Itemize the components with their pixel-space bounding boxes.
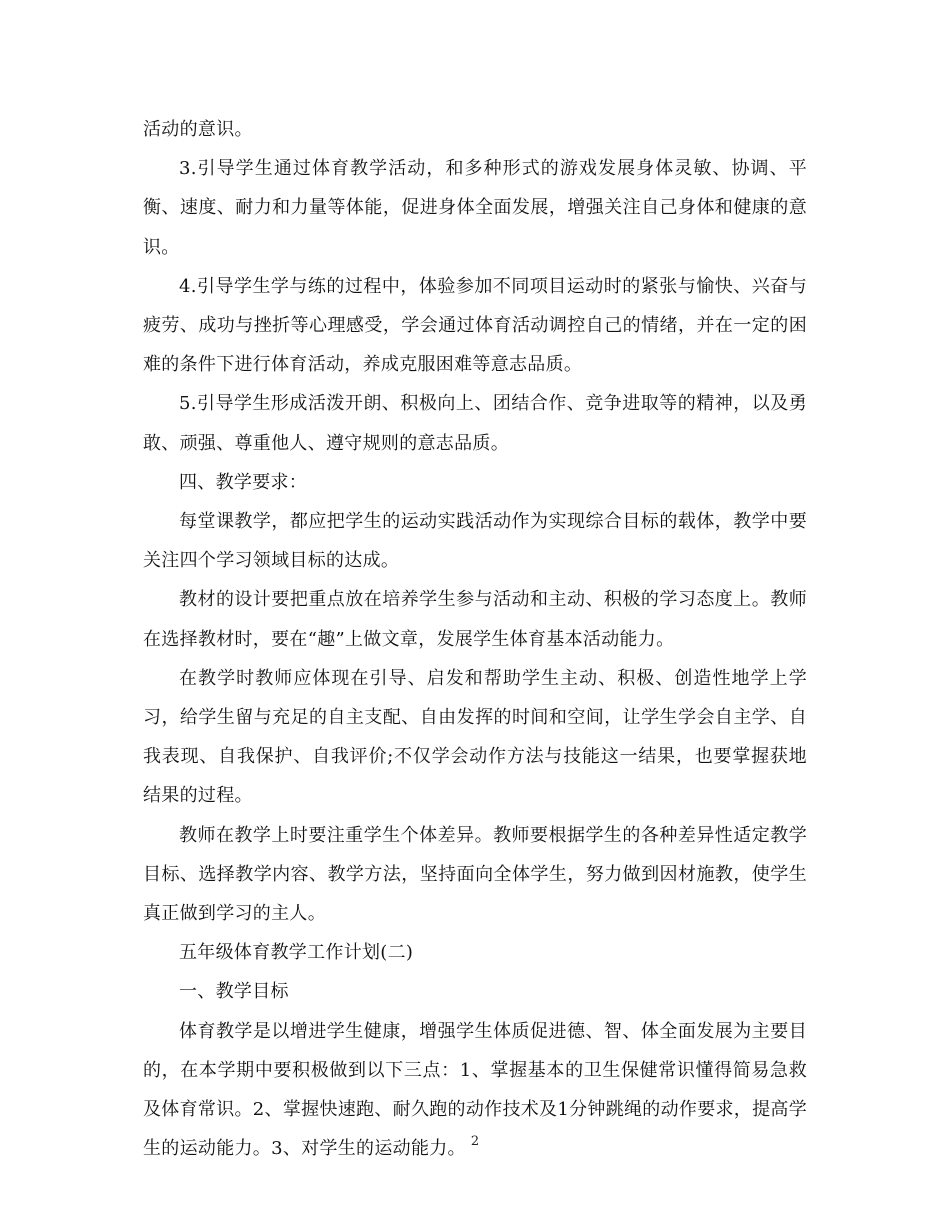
paragraph: 活动的意识。: [143, 119, 253, 140]
paragraph: 4.引导学生学与练的过程中，体验参加不同项目运动时的紧张与愉快、兴奋与疲劳、成功与挫折等心理感受，学会通过体育活动调控自己的情绪，并在一定的困难的条件下进行体育活动，养成克服困难等意志品质。: [143, 275, 807, 376]
paragraph: 3.引导学生通过体育教学活动，和多种形式的游戏发展身体灵敏、协调、平衡、速度、耐力和力量等体能，促进身体全面发展，增强关注自己身体和健康的意识。: [143, 158, 807, 258]
paragraph: 5.引导学生形成活泼开朗、积极向上、团结合作、竞争进取等的精神，以及勇敢、顽强、尊重他人、遵守规则的意志品质。: [143, 393, 807, 454]
document-title: 五年级体育教学工作计划(二): [179, 942, 414, 964]
paragraph: 在教学时教师应体现在引导、启发和帮助学生主动、积极、创造性地学上学习，给学生留与充足的自主支配、自由发挥的时间和空间，让学生学会自主学、自我表现、自我保护、自我评价;不仅学会动作方法与技能这一结果，也要掌握获地结果的过程。: [143, 667, 807, 807]
section-heading: 四、教学要求：: [179, 471, 308, 493]
paragraph: 教师在教学上时要注重学生个体差异。教师要根据学生的各种差异性适定教学目标、选择教学内容、教学方法，坚持面向全体学生，努力做到因材施教，使学生真正做到学习的主人。: [143, 824, 807, 925]
paragraph: 教材的设计要把重点放在培养学生参与活动和主动、积极的学习态度上。教师在选择教材时，要在“趣”上做文章，发展学生体育基本活动能力。: [143, 589, 807, 650]
document-body: [143, 110, 807, 1168]
paragraph: 体育教学是以增进学生健康，增强学生体质促进德、智、体全面发展为主要目的，在本学期中要积极做到以下三点：1、掌握基本的卫生保健常识懂得简易急救及体育常识。2、掌握快速跑、耐久跑的动作技术及1分钟跳绳的动作要求，提高学生的运动能力。3、对学生的运动能力。: [143, 1020, 808, 1160]
paragraph: 每堂课教学，都应把学生的运动实践活动作为实现综合目标的载体，教学中要关注四个学习领域目标的达成。: [143, 511, 807, 572]
page-number: 2: [470, 1134, 480, 1149]
section-heading: 一、教学目标: [179, 981, 289, 1003]
